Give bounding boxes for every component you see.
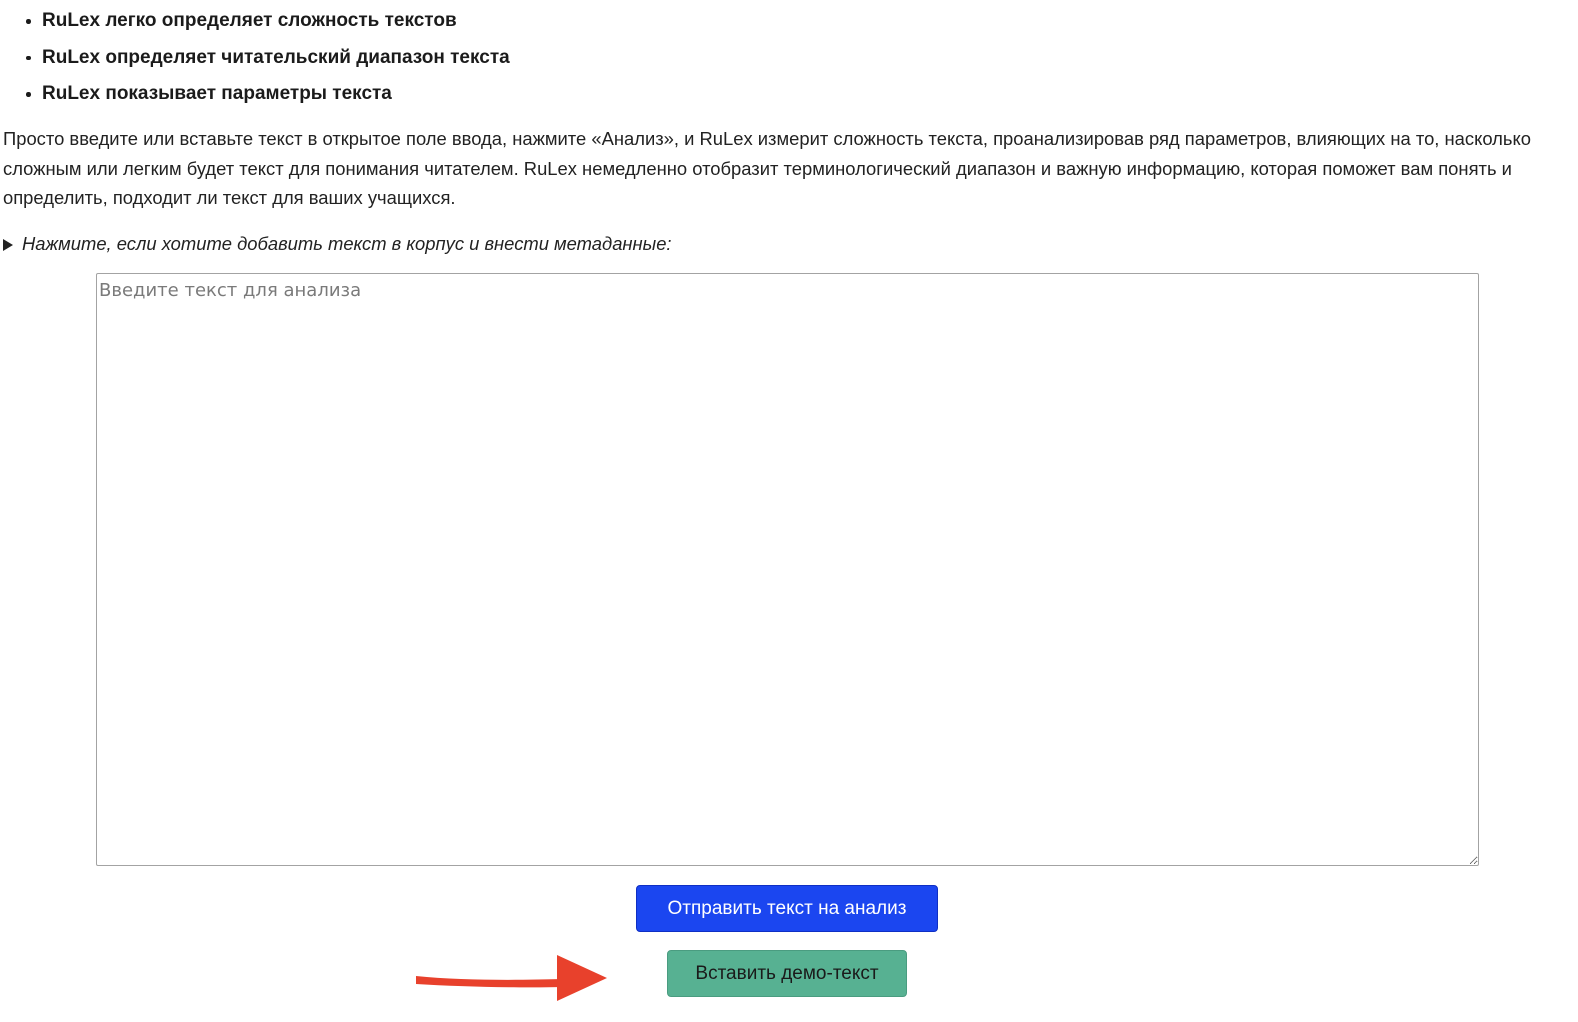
- metadata-details-toggle[interactable]: [3, 233, 672, 255]
- bullet-icon: [26, 19, 31, 24]
- feature-item: [26, 43, 510, 80]
- feature-text: RuLex легко определяет сложность текстов: [42, 10, 457, 31]
- bullet-icon: [26, 92, 31, 97]
- intro-paragraph: Просто введите или вставьте текст в открытое поле ввода, нажмите «Анализ», и RuLex измерит сложность текста, проанализировав ряд параметров, влияющих на то, насколько сложным или легким будет текст для понимания читателем. RuLex немедленно отобразит терминологический диапазон и важную информацию, которая поможет вам понять и определить, подходит ли текст для ваших учащихся.: [3, 128, 1531, 208]
- feature-item: [26, 6, 510, 43]
- feature-text: RuLex определяет читательский диапазон текста: [42, 46, 510, 68]
- feature-text: RuLex показывает параметры текста: [42, 83, 392, 104]
- analysis-text-input[interactable]: [96, 273, 1479, 866]
- insert-demo-text-button[interactable]: Вставить демо-текст: [667, 950, 907, 997]
- feature-list: [26, 6, 510, 116]
- feature-item: [26, 79, 510, 116]
- disclosure-triangle-icon[interactable]: [3, 239, 13, 251]
- bullet-icon: [26, 56, 31, 61]
- red-arrow-icon: [414, 953, 610, 1003]
- submit-analysis-button[interactable]: Отправить текст на анализ: [636, 885, 938, 932]
- details-summary-label[interactable]: Нажмите, если хотите добавить текст в корпус и внести метаданные:: [22, 233, 672, 254]
